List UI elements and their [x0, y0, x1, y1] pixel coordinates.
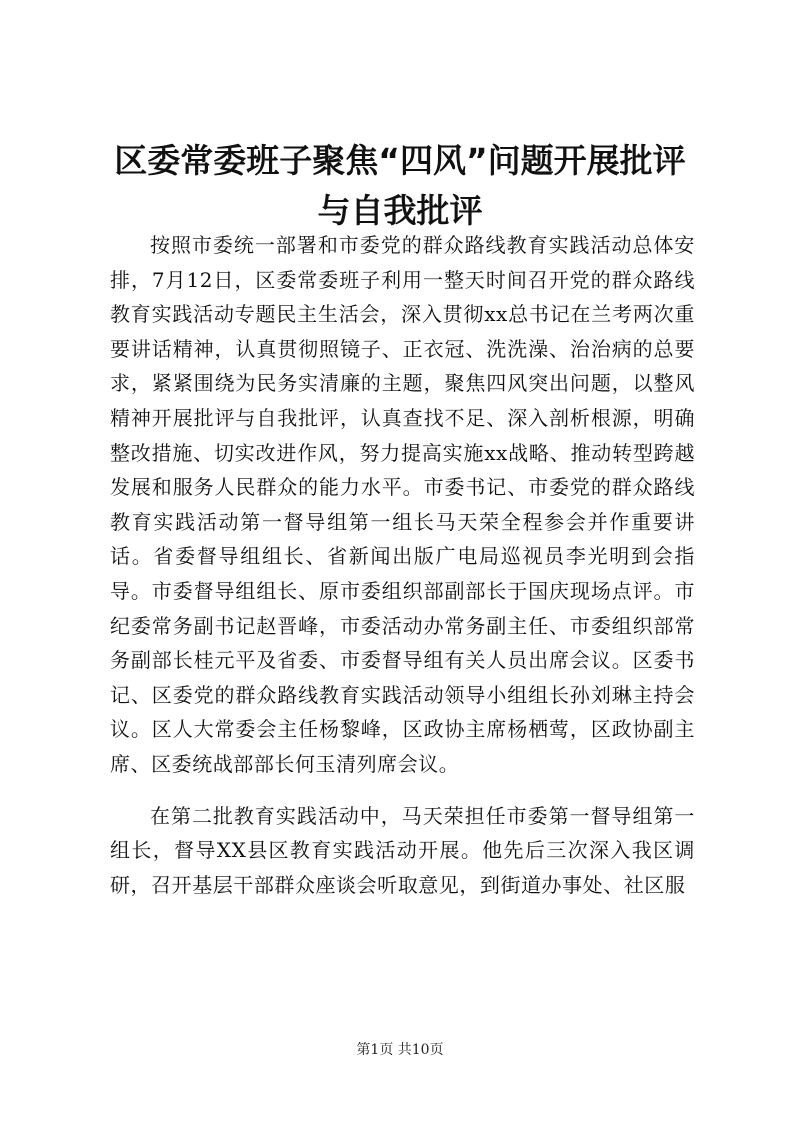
page-footer: 第1页 共10页 — [356, 1042, 444, 1058]
document-title: 区委常委班子聚焦“四风”问题开展批评与自我批评 — [114, 141, 686, 230]
document-body — [110, 228, 695, 902]
body-paragraph-1: 按照市委统一部署和市委党的群众路线教育实践活动总体安排，7月12日，区委常委班子利用一整天时间召开党的群众路线教育实践活动专题民主生活会，深入贯彻xx总书记在兰考两次重要讲话精神，认真贯彻照镜子、正衣冠、洗洗澡、治治病的总要求，紧紧围绕为民务实清廉的主题，聚焦四风突出问题，以整风精神开展批评与自我批评，认真查找不足、深入剖析根源，明确整改措施、切实改进作风，努力提高实施xx战略、推动转型跨越发展和服务人民群众的能力水平。市委书记、市委党的群众路线教育实践活动第一督导组第一组长马天荣全程参会并作重要讲话。省委督导组组长、省新闻出版广电局巡视员李光明到会指导。市委督导组组长、原市委组织部副部长于国庆现场点评。市纪委常务副书记赵晋峰，市委活动办常务副主任、市委组织部常务副部长桂元平及省委、市委督导组有关人员出席会议。区委书记、区委党的群众路线教育实践活动领导小组组长孙刘琳主持会议。区人大常委会主任杨黎峰，区政协主席杨栖莺，区政协副主席、区委统战部部长何玉清列席会议。 — [110, 233, 695, 776]
body-paragraph-2: 在第二批教育实践活动中，马天荣担任市委第一督导组第一组长，督导XX县区教育实践活动开展。他先后三次深入我区调研，召开基层干部群众座谈会听取意见，到街道办事处、社区服 — [110, 803, 695, 897]
